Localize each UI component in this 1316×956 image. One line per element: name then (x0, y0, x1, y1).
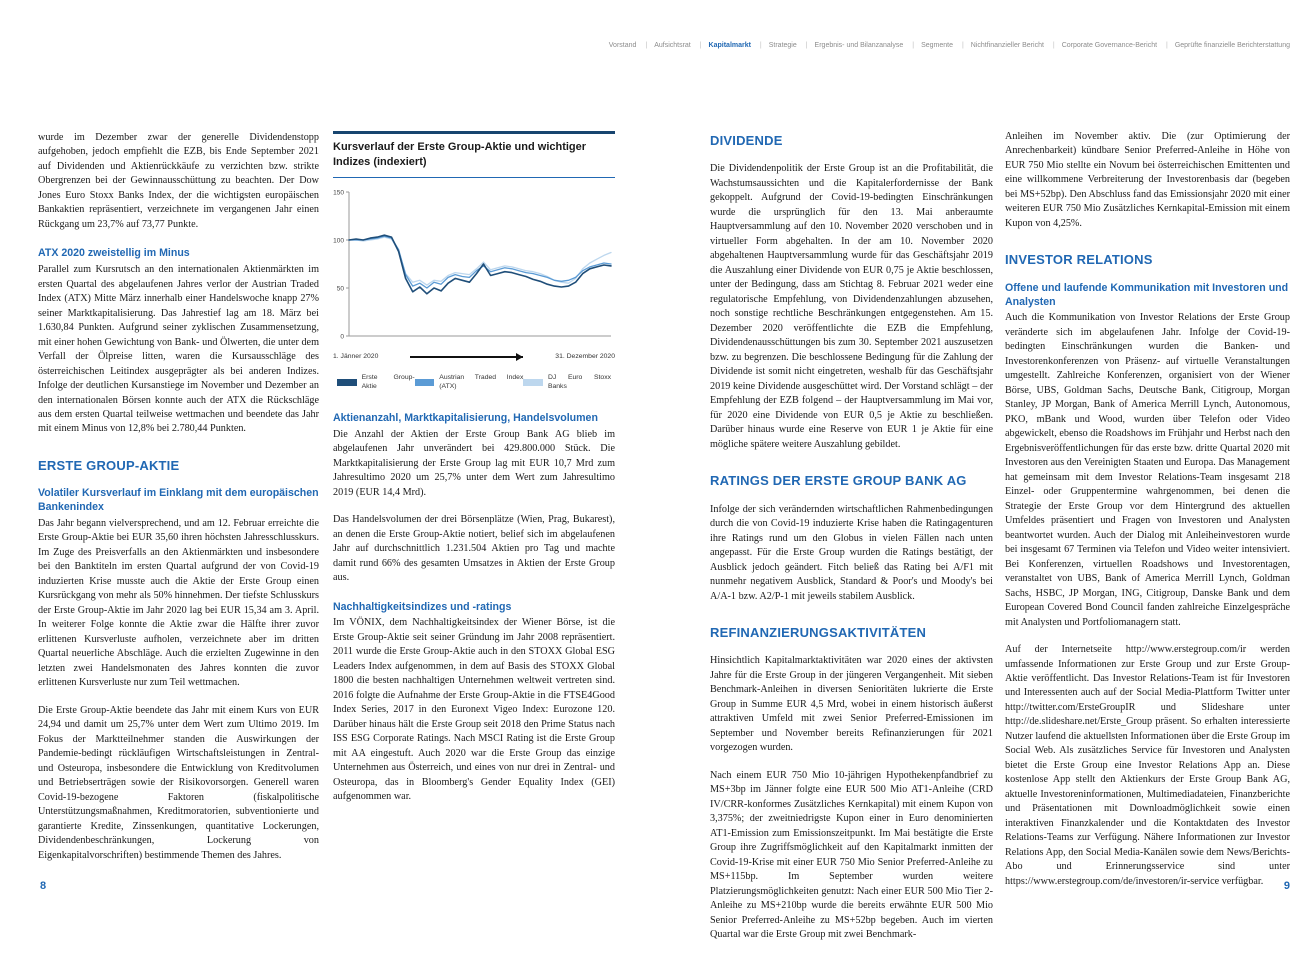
heading-volatiler-kursverlauf: Volatiler Kursverlauf im Einklang mit dem europäischen Bankenindex (38, 487, 319, 514)
chart-x-axis-labels (333, 352, 615, 362)
paragraph-dividende: Die Dividendenpolitik der Erste Group ist an die Profitabilität, die Wachstumsaussichten und die Kapitalerfordernisse der Bank gekoppelt. Aufgrund der Covid-19-bedingten Einschränkungen wurde die ursprünglich für den 13. Mai anberaumte Hauptversammlung auf den 10. November 2020 verschoben und in virtueller Form abgehalten. In der am 10. November 2020 abgehaltenen Hauptversammlung wurde für das Geschäftsjahr 2019 die Auszahlung einer Dividende von EUR 0,75 je Aktie beschlossen, unter der Bedingung, dass am Stichtag 8. Februar 2021 weder eine regulatorische Empfehlung, von Dividendenzahlungen abzusehen, noch sonstige rechtliche Beschränkungen entgegenstehen. Am 15. Dezember 2020 veröffentlichte die EZB die Empfehlung, Dividendenausschüttungen bis zum 30. September 2021 auszusetzen bzw. zu begrenzen. Die beschlossene Bedingung für die Zahlung der Dividende ist somit nicht eingetreten, weshalb für das Geschäftsjahr 2019 keine Dividende ausgeschüttet wird. Der Vorstand schlägt – der Empfehlung der EZB folgend – der Hauptversammlung im Mai vor, für 2020 eine Dividende von EUR 0,5 je Aktie zu beschließen. Darüber hinaus wurde eine Reserve von EUR 1 je Aktie für eine mögliche spätere weitere Auszahlung gebildet. (710, 163, 993, 450)
kursverlauf-chart (333, 131, 615, 392)
legend-item-erste-group (337, 373, 415, 392)
x-axis-end-label: 31. Dezember 2020 (555, 353, 615, 361)
paragraph-dividendenstopp: wurde im Dezember zwar der generelle Dividendenstopp aufgehoben, jedoch empfiehlt die EZB, bis Ende September 2021 auf Dividenden und Aktienrückkäufe zu verzichten bzw. strikte Obergrenzen bei der Gewinnausschüttung zu beachten. Der Dow Jones Euro Stoxx Banks Index, der die wichtigsten europäischen Bankaktien repräsentiert, verzeichnete im vergangenen Jahr einen Rückgang um 23,7% auf 73,77 Punkte. (38, 132, 319, 230)
legend-item-dj-euro-stoxx (523, 373, 611, 392)
chart-title: Kursverlauf der Erste Group-Aktie und wichtiger Indizes (indexiert) (333, 134, 615, 178)
paragraph-aktienanzahl: Die Anzahl der Aktien der Erste Group Bank AG blieb im abgelaufenen Jahr unverändert bei 429.800.000 Stück. Die Marktkapitalisierung der Erste Group lag mit EUR 10,7 Mrd zum Jahresultimo 2020 um 25,7% unter dem Wert zum Jahresultimo 2019 (EUR 14,4 Mrd). (333, 428, 615, 498)
breadcrumb-item-gepruefte-berichterstattung[interactable]: | Geprüfte finanzielle Berichterstattung (1159, 42, 1290, 49)
breadcrumb-item-corporate-governance[interactable]: | Corporate Governance-Bericht (1046, 42, 1157, 49)
heading-ratings: RATINGS DER ERSTE GROUP BANK AG (710, 473, 967, 489)
breadcrumb-item-ergebnis[interactable]: | Ergebnis- und Bilanzanalyse (799, 42, 904, 49)
left-page-column-2 (333, 131, 615, 818)
left-page-column-1 (38, 131, 319, 876)
svg-text:0: 0 (340, 332, 344, 340)
heading-dividende: DIVIDENDE (710, 133, 783, 148)
paragraph-anleihen: Anleihen im November aktiv. Die (zur Optimierung der Anrechenbarkeit) kündbare Senior Preferred-Anleihe in Höhe von EUR 750 Mio stellte ein Novum bei österreichischen Emittenten und eine willkommene Verbreiterung der Investorenbasis dar (begeben bei MS+52bp). Den Abschluss fand das Emissionsjahr 2020 mit einer weiteren EUR 750 Mio Zusätzliches Kernkapital-Emission mit einem Kupon von 4,25%. (1005, 131, 1290, 229)
legend-label: Austrian Traded Index (ATX) (439, 373, 524, 391)
paragraph-kursverlauf: Das Jahr begann vielversprechend, und am 12. Februar erreichte die Erste Group-Aktie bei EUR 35,60 ihren höchsten Jahresschlusskurs. Im Zuge des Preisverfalls an den Aktienmärkten und insbesondere bei den Banktiteln im ersten Quartal aufgrund der von Covid-19 induzierten Krise musste auch die Aktie der Erste Group einen Kursrückgang von mehr als 50% hinnehmen. Der tiefste Schlusskurs der Erste Group-Aktie im Jahr 2020 lag bei EUR 15,34 am 3. April. In weiterer Folge konnte die Aktie zwar die Hälfte ihrer zuvor erlittenen Kursverluste aufholen, verzeichnete aber im dritten Quartal neuerliche Abschläge. Auch die erzielten Zugewinne in den letzten zwei Handelsmonaten des Jahres konnten die zuvor erlittenen Kursverluste nur zum Teil wettmachen. (38, 517, 319, 689)
breadcrumb-item-segmente[interactable]: | Segmente (905, 42, 953, 49)
heading-offene-kommunikation: Offene und laufende Kommunikation mit Investoren und Analysten (1005, 281, 1289, 308)
svg-text:100: 100 (333, 236, 344, 244)
breadcrumb-item-nichtfinanzieller-bericht[interactable]: | Nichtfinanzieller Bericht (955, 42, 1044, 49)
right-page-column-2 (1005, 130, 1290, 902)
breadcrumb-item-strategie[interactable]: | Strategie (753, 42, 797, 49)
chart-legend (333, 373, 615, 392)
heading-erste-group-aktie: ERSTE GROUP-AKTIE (38, 457, 180, 473)
breadcrumb-item-aufsichtsrat[interactable]: | Aufsichtsrat (638, 42, 690, 49)
chart-plot-area (333, 186, 615, 351)
legend-label: DJ Euro Stoxx Banks (547, 373, 611, 391)
paragraph-kommunikation: Auch die Kommunikation von Investor Relations der Erste Group veränderte sich im abgelaufenen Jahr. Infolge der Covid-19-bedingten Einschränkungen wurden die Banken- und Investorenkonferenzen von Präsenz- auf virtuelle Veranstaltungen umgestellt. Zahlreiche Konferenzen, organisiert von der Wiener Börse, UBS, Goldman Sachs, Deutsche Bank, Citigroup, Morgan Stanley, JP Morgan, Bank of America Merrill Lynch, Autonomous, PKO, mBank und Wood, wurden über Telefon oder Video abgewickelt, ebenso die Roadshows im Frühjahr und Herbst nach den Ergebnisveröffentlichungen für das erste bzw. dritte Quartal 2020 mit Investoren aus den Vereinigten Staaten und Europa. Das Management hat gemeinsam mit dem Investor Relations-Team insgesamt 218 Einzel- oder Gruppentermine wahrgenommen, bei denen die Strategie der Erste Group vor dem Hintergrund des aktuellen Umfeldes präsentiert und Fragen von Investoren und Analysten beantwortet wurden. Auch der Dialog mit Anleiheinvestoren wurde bei insgesamt 67 Terminen via Telefon und Video weiter intensiviert. Bei Konferenzen, virtuellen Roadshows und Investorentagen, veranstaltet von UBS, Bank of America Merrill Lynch, Goldman Sachs, HSBC, JP Morgan, ING, Citigroup, Danske Bank und dem European Covered Bond Council fanden zahlreiche Einzelgespräche mit Analysten und Portfoliomanagern statt. (1005, 312, 1290, 628)
page-number-left: 8 (40, 880, 47, 892)
paragraph-jahresende: Die Erste Group-Aktie beendete das Jahr mit einem Kurs von EUR 24,94 und damit um 25,7% unter dem Wert zum Ultimo 2019. Im Fokus der Marktteilnehmer standen die Auswirkungen der Pandemie-bedingt rückläufigen Wirtschaftsleistungen in Zentral- und Osteuropa, insbesondere die Entwicklung von Kreditvolumen und Betriebserträgen sowie der Risikovorsorgen. Generell waren Covid-19-bezogene Faktoren (fiskalpolitische Unterstützungsmaßnahmen, Kreditmoratorien, subventionierte und garantierte Kredite, Zinssenkungen, quantitative Lockerungen, Dividendenbeschränkungen, Lockerung von Eigenkapitalvorschriften) bestimmende Themen des Jahres. (38, 704, 319, 861)
breadcrumb-item-vorstand[interactable]: Vorstand (608, 42, 637, 49)
breadcrumb (609, 42, 1290, 49)
legend-swatch-dj-euro-stoxx (523, 379, 543, 386)
breadcrumb-item-kapitalmarkt[interactable]: | Kapitalmarkt (693, 42, 751, 49)
page-number-right: 9 (1283, 880, 1290, 892)
paragraph-refinanzierung-1: Hinsichtlich Kapitalmarktaktivitäten war 2020 eines der aktivsten Jahre für die Erste Group in der jüngeren Vergangenheit. Mit sieben Benchmark-Anleihen in diversen Senioritäten lukrierte die Erste Group in Summe EUR 4,5 Mrd, wobei in einem historisch äußerst attraktiven Umfeld mit zwei Senior Preferred-Emissionen im September und November bereits Refinanzierungen für 2021 vorgezogen wurden. (710, 655, 993, 754)
paragraph-refinanzierung-2: Nach einem EUR 750 Mio 10-jährigen Hypothekenpfandbrief zu MS+3bp im Jänner folgte eine EUR 500 Mio AT1-Anleihe (CRD IV/CRR-konformes Zusätzliches Kernkapital) mit einem Kupon von 3,375%; der zweitniedrigste Kupon einer in Euro denominierten AT1-Emission zum Emissionszeitpunkt. Im Mai bestätigte die Erste Group ihre Zugriffsmöglichkeit auf den Kapitalmarkt inmitten der Covid-19-Krise mit einer EUR 750 Mio Senior Preferred-Anleihe zu MS+115bp. Im September wurden weitere Platzierungsmöglichkeiten genutzt: Nach einer EUR 500 Mio Tier 2-Anleihe zu MS+210bp wurde die bereits erwähnte EUR 500 Mio Senior Preferred-Anleihe zu MS+52bp begeben. Auch im vierten Quartal war die Erste Group mit zwei Benchmark- (710, 769, 993, 941)
heading-aktienanzahl: Aktienanzahl, Marktkapitalisierung, Handelsvolumen (333, 412, 598, 425)
right-page-column-1 (710, 130, 993, 956)
heading-atx-2020: ATX 2020 zweistellig im Minus (38, 247, 190, 260)
paragraph-internetseite: Auf der Internetseite http://www.erstegroup.com/ir werden umfassende Informationen zur Erste Group und zur Erste Group-Aktie veröffentlicht. Das Investor Relations-Team ist für Investoren und Interessenten auch auf der Social Media-Plattform Twitter unter http://twitter.com/ErsteGroupIR und Slideshare unter http://de.slideshare.net/Erste_Group präsent. So erhalten interessierte Nutzer laufend die aktuellsten Informationen über die Erste Group im Social Web. Als zusätzliches Service für Investoren und Analysten bietet die Erste Group eine Investor Relations App an. Diese kostenlose App stellt den Aktienkurs der Erste Group Bank AG, aktuelle Investoreninformationen, Multimediadateien, Finanzberichte und Präsentationen mit Downloadmöglichkeit sowie einen interaktiven Finanzkalender und die Kontaktdaten des Investor Relations-Teams zur Verfügung. Nähere Informationen zur Investor Relations App, den Social Media-Kanälen sowie dem News/Berichts-Abo und Erinnerungsservice sind unter https://www.erstegroup.com/de/investoren/ir-service verfügbar. (1005, 644, 1290, 887)
paragraph-handelsvolumen: Das Handelsvolumen der drei Börsenplätze (Wien, Prag, Bukarest), an denen die Erste Group-Aktie notiert, belief sich im abgelaufenen Jahr auf durchschnittlich 1.231.504 Aktien pro Tag und machte damit rund 66% des gesamten Umsatzes in Aktien der Erste Group aus. (333, 514, 615, 584)
paragraph-nachhaltigkeit: Im VÖNIX, dem Nachhaltigkeitsindex der Wiener Börse, ist die Erste Group-Aktie seit seiner Gründung im Jahr 2008 repräsentiert. 2011 wurde die Erste Group-Aktie auch in den STOXX Global ESG Leaders Index aufgenommen, in dem auf Basis des STOXX Global 1800 die besten nachhaltigen Unternehmen weltweit vertreten sind. 2016 folgte die Aufnahme der Erste Group-Aktie in die FTSE4Good Index Series, 2017 in den Euronext Vigeo Index: Eurozone 120. Darüber hinaus hält die Erste Group seit 2018 den Prime Status nach ISS ESG Corporate Ratings. Nach MSCI Rating ist die Erste Group mit AA eingestuft. Auch 2020 war die Erste Group das einzige Unternehmen aus Österreich, und eines von nur drei in Zentral- und Osteuropa, das in Bloomberg's Gender Equality Index (GEI) aufgenommen war. (333, 617, 615, 803)
legend-swatch-atx (415, 379, 435, 386)
legend-swatch-erste-group (337, 379, 357, 386)
x-axis-start-label: 1. Jänner 2020 (333, 353, 379, 361)
paragraph-atx: Parallel zum Kursrutsch an den internationalen Aktienmärkten im ersten Quartal des abgelaufenen Jahres verlor der Austrian Traded Index (ATX) Mitte März innerhalb einer Handelswoche knapp 27% seiner Marktkapitalisierung. Das Jahrestief lag am 18. März bei 1.630,84 Punkten. Aufgrund seiner zyklischen Zusammensetzung, mit einer hohen Gewichtung von Bank- und Ölwerten, die unter dem Verfall der Ölpreise litten, waren die Kursausschläge des österreichischen Leitindex ausgeprägter als bei anderen Indizes. Infolge der deutlichen Kursanstiege im November und Dezember an den internationalen Börsen konnte auch der ATX die Rückschläge aus dem ersten Quartal teilweise wettmachen und beendete das Jahr mit einem Minus von 12,8% bei 2.780,44 Punkten. (38, 264, 319, 435)
line-chart (333, 186, 615, 346)
svg-text:150: 150 (333, 188, 344, 196)
svg-text:50: 50 (336, 284, 344, 292)
x-axis-arrow-icon (396, 352, 537, 361)
paragraph-ratings: Infolge der sich verändernden wirtschaftlichen Rahmenbedingungen durch die von Covid-19 induzierte Krise haben die Ratingagenturen ihre Ratings rund um den Globus in vielen Fällen nach unten angepasst. Für die Erste Group wurden die Ratings bestätigt, der Ausblick jedoch geändert. Fitch beließ das Rating bei A/F1 mit nunmehr negativem Ausblick, Standard & Poor's und Moody's bei A/A-1 bzw. A2/P-1 mit jeweils stabilem Ausblick. (710, 503, 993, 602)
legend-item-atx (415, 373, 524, 392)
legend-label: Erste Group-Aktie (361, 373, 415, 391)
heading-nachhaltigkeitsindizes: Nachhaltigkeitsindizes und -ratings (333, 600, 512, 613)
heading-refinanzierungsaktivitaeten: REFINANZIERUNGSAKTIVITÄTEN (710, 624, 927, 640)
heading-investor-relations: INVESTOR RELATIONS (1005, 252, 1153, 268)
